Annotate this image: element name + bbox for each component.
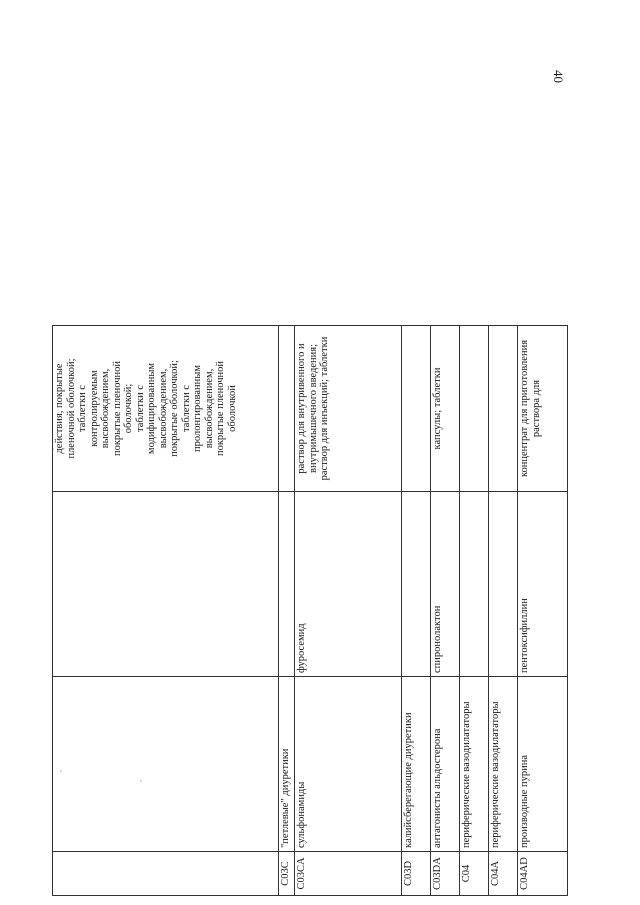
- table-cell-group: [53, 677, 279, 852]
- table-row: [402, 326, 431, 896]
- table-cell-form: [402, 326, 431, 492]
- table-cell-group: периферические вазодилататоры: [460, 677, 489, 852]
- table-cell-group: производные пурина: [518, 677, 568, 852]
- table-row: [295, 326, 402, 896]
- table-cell-code: C04AD: [518, 852, 568, 896]
- table-row: [431, 326, 460, 896]
- table-cell-group: калийсберегающие диуретики: [402, 677, 431, 852]
- form-line: покрытые пленочной: [111, 360, 123, 457]
- table-cell-code: C03CA: [295, 852, 402, 896]
- form-line: покрытые пленочной: [215, 360, 226, 457]
- form-line: модифицированным: [146, 362, 157, 455]
- page-number: 40: [551, 70, 566, 83]
- table-cell-form: концентрат для приготовления раствора для: [518, 326, 568, 492]
- form-line: таблетки с: [134, 385, 146, 432]
- table-cell-form: капсулы; таблетки: [431, 326, 460, 492]
- form-line: таблетки с: [77, 385, 88, 432]
- table-cell-inn: [402, 492, 431, 677]
- table-cell-group: антагонисты альдостерона: [431, 677, 460, 852]
- table-cell-inn: [489, 492, 518, 677]
- form-line: пленочной оболочкой;: [65, 358, 77, 459]
- table-row: [489, 326, 518, 896]
- table-cell-code: C03D: [402, 852, 431, 896]
- table-cell-code: C04: [460, 852, 489, 896]
- form-line: таблетки с: [180, 385, 192, 432]
- table-row: [279, 326, 295, 896]
- table-cell-form: [460, 326, 489, 492]
- table-cell-code: C04A: [489, 852, 518, 896]
- table-cell-form: [489, 326, 518, 492]
- form-line: высвобождением,: [203, 368, 215, 449]
- table-row: [460, 326, 489, 896]
- table-cell-form: [53, 326, 279, 492]
- form-line: покрытые оболочкой;: [169, 360, 180, 457]
- table-cell-inn: [460, 492, 489, 677]
- form-line: действия, покрытые: [54, 363, 65, 454]
- table-cell-group: периферические вазодилататоры: [489, 677, 518, 852]
- table-cell-inn: [53, 492, 279, 677]
- table-cell-group: "петлевые" диуретики: [279, 677, 295, 852]
- table-row: [518, 326, 568, 896]
- rotated-table-wrapper: [52, 326, 567, 896]
- table-cell-code: C03C: [279, 852, 295, 896]
- form-line: контролируемым: [88, 370, 100, 447]
- form-line: высвобождением,: [157, 368, 169, 449]
- form-line: пролонгированным: [192, 365, 203, 452]
- form-line: оболочкой;: [123, 383, 134, 434]
- table-cell-inn: фуросемид: [295, 492, 402, 677]
- form-line: высвобождением,: [100, 368, 111, 449]
- form-line: оболочкой: [226, 385, 238, 432]
- table-cell-form: [279, 326, 295, 492]
- table-cell-form: раствор для внутривенного и внутримышечного введения; раствор для инъекций; таблетки: [295, 326, 402, 492]
- table-row-continuation: [53, 326, 279, 896]
- table-cell-inn: пентоксифиллин: [518, 492, 568, 677]
- table-cell-group: сульфонамиды: [295, 677, 402, 852]
- table-cell-code: C03DA: [431, 852, 460, 896]
- table-cell-code: [53, 852, 279, 896]
- table-cell-inn: [279, 492, 295, 677]
- table-cell-inn: спиронолактон: [431, 492, 460, 677]
- drug-table: [52, 325, 568, 896]
